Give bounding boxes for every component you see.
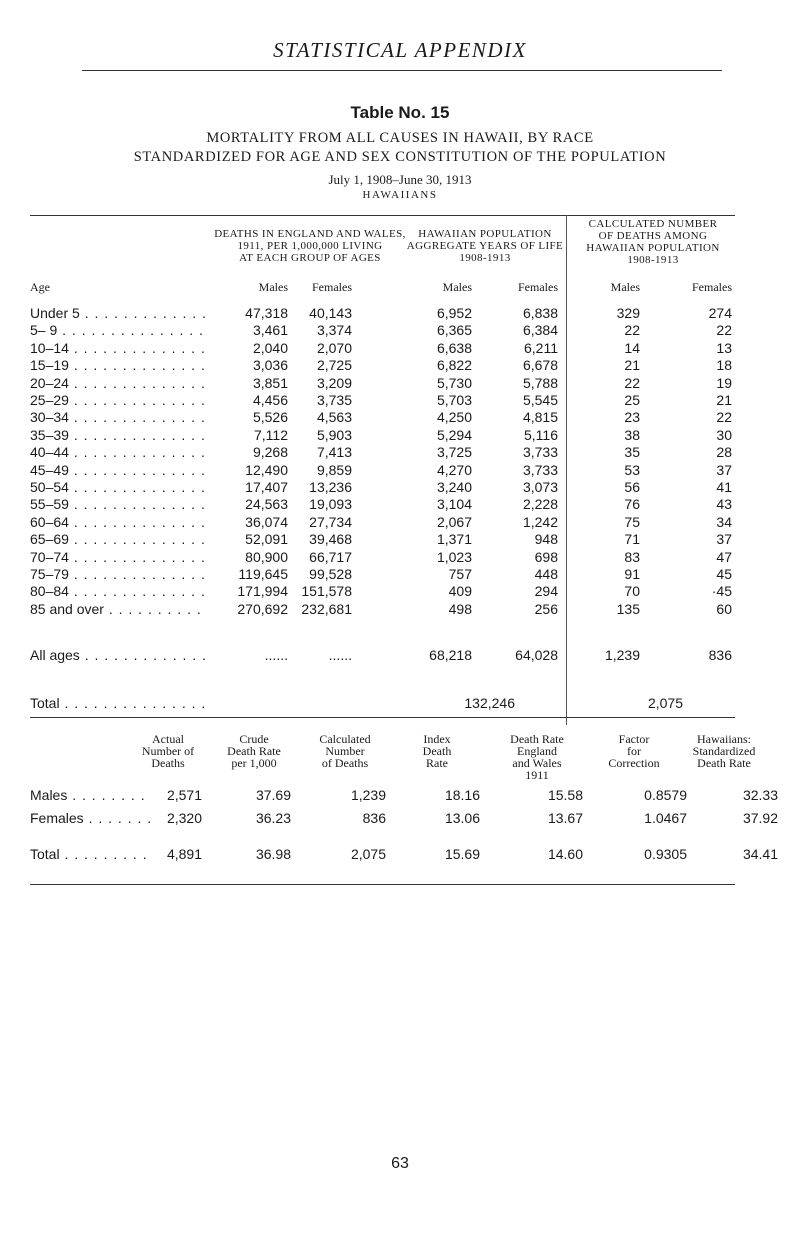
summary-header-line: Factor: [618, 732, 650, 746]
summary-header: [492, 733, 582, 781]
summary-header-line: Crude: [239, 732, 269, 746]
summary-row-label: Males . . .: [30, 787, 150, 803]
cell-england-males: 80,900: [245, 548, 288, 565]
cell-england-males: 12,490: [245, 461, 288, 478]
cell-calculated-females: 37: [716, 461, 732, 478]
cell-hawaiian-males: 5,703: [436, 392, 472, 408]
cell-england-males: 52,091: [245, 531, 288, 548]
age-label: 50–54 . . .: [30, 479, 205, 495]
total-row: [0, 695, 800, 717]
summary-row-label: Total . . .: [30, 846, 150, 862]
cell-england-males: 36,074: [245, 513, 288, 530]
cell-calculated-females: 45: [716, 566, 732, 582]
cell-calculated-males: 25: [624, 392, 640, 408]
cell-hawaiian-males: 6,365: [436, 322, 472, 339]
cell-england-males: 3,851: [252, 374, 288, 391]
summary-cell: 18.16: [444, 787, 480, 803]
cell-calculated-females: 28: [716, 444, 732, 461]
cell-calculated-males: 75: [624, 513, 640, 530]
col-england-females: Females: [312, 280, 352, 294]
cell-calculated-females: 43: [716, 496, 732, 513]
cell-hawaiian-males: 3,725: [436, 444, 472, 461]
summary-header-line: Death Rate: [227, 744, 281, 758]
cell-hawaiian-females: 3,073: [522, 479, 558, 495]
cell-calculated-males: 23: [624, 409, 640, 426]
cell-hawaiian-females: 1,242: [522, 513, 558, 530]
cell-calculated-males: 53: [624, 461, 640, 478]
cell-hawaiian-females: 256: [534, 600, 558, 617]
header-calculated-line: CALCULATED NUMBER: [588, 218, 718, 230]
cell-england-males: 9,268: [252, 444, 288, 461]
cell-england-females: 3,209: [316, 374, 352, 391]
age-label: 85 and over . . .: [30, 601, 205, 617]
cell-hawaiian-females: 5,116: [524, 426, 558, 443]
cell-hawaiian-males: 1,371: [436, 531, 472, 548]
header-rule: [82, 70, 722, 71]
summary-header-line: Calculated: [319, 732, 371, 746]
header-calculated-line: HAWAIIAN POPULATION: [586, 242, 720, 254]
cell-hawaiian-males: 2,067: [436, 513, 472, 530]
cell-hawaiian-males: 3,104: [436, 496, 472, 513]
cell-england-females: 3,735: [316, 392, 352, 408]
summary-cell: 15.69: [444, 846, 480, 862]
age-label: 5– 9 . . .: [30, 322, 205, 338]
cell-england-females: 2,070: [316, 339, 352, 356]
summary-header: [402, 733, 472, 769]
cell-england-females: 2,725: [316, 357, 352, 374]
cell-hawaiian-females: 5,545: [522, 392, 558, 408]
cell-england-males: 171,994: [237, 583, 288, 600]
cell-hawaiian-males: 5,294: [436, 426, 472, 443]
cell-england-males: 7,112: [254, 426, 288, 443]
age-label: 40–44 . . .: [30, 444, 205, 460]
header-england-line: 1911, PER 1,000,000 LIVING: [237, 240, 383, 252]
cell-calculated-males: 22: [624, 374, 640, 391]
cell-calculated-females: 37: [716, 531, 732, 548]
summary-header: [300, 733, 390, 769]
cell-calculated-males: 14: [624, 339, 640, 356]
cell-england-females: 4,563: [316, 409, 352, 426]
summary-cell: 0.9305: [644, 846, 687, 862]
header-hawaiian-line: AGGREGATE YEARS OF LIFE: [406, 240, 564, 252]
cell-hawaiian-males: 6,952: [436, 305, 472, 321]
all-ages-england-females: ......: [328, 647, 352, 663]
all-ages-calculated-females: 836: [708, 647, 732, 663]
cell-england-males: 3,461: [252, 322, 288, 339]
cell-hawaiian-males: 757: [448, 566, 472, 582]
table-title-line2: STANDARDIZED FOR AGE AND SEX CONSTITUTION OF THE POPULATION: [133, 149, 667, 165]
cell-hawaiian-females: 6,211: [524, 339, 558, 356]
header-calculated-deaths: [568, 218, 738, 266]
summary-header-line: Rate: [426, 756, 448, 770]
header-calculated-line: OF DEATHS AMONG: [598, 230, 708, 242]
header-hawaiian-population: [400, 228, 570, 264]
summary-cell: 32.33: [742, 787, 778, 803]
cell-england-females: 151,578: [301, 583, 352, 600]
col-calculated-males: Males: [610, 280, 640, 294]
cell-hawaiian-females: 2,228: [522, 496, 558, 513]
cell-hawaiian-females: 6,384: [522, 322, 558, 339]
summary-cell: 37.69: [255, 787, 291, 803]
table-number: Table No. 15: [350, 103, 450, 122]
cell-england-males: 47,318: [245, 305, 288, 321]
total-hawaiian: 132,246: [464, 695, 515, 711]
summary-cell: 15.58: [547, 787, 583, 803]
cell-england-females: 27,734: [309, 513, 352, 530]
summary-cell: 37.92: [742, 810, 778, 826]
cell-calculated-males: 21: [624, 357, 640, 374]
total-calculated: 2,075: [647, 695, 683, 711]
summary-cell: 2,571: [166, 787, 202, 803]
summary-cell: 34.41: [742, 846, 778, 862]
col-age: Age: [30, 280, 50, 294]
cell-calculated-males: 135: [616, 600, 640, 617]
summary-header-line: England: [517, 744, 557, 758]
cell-hawaiian-females: 3,733: [522, 444, 558, 461]
cell-hawaiian-females: 948: [534, 531, 558, 548]
cell-calculated-males: 91: [624, 566, 640, 582]
col-hawaiian-females: Females: [518, 280, 558, 294]
summary-row: [0, 787, 800, 809]
age-label: 65–69 . . .: [30, 531, 205, 547]
all-ages-england-males: ......: [264, 647, 288, 663]
cell-calculated-males: 35: [624, 444, 640, 461]
summary-cell: 36.23: [255, 810, 291, 826]
cell-calculated-males: 83: [624, 548, 640, 565]
cell-calculated-females: 22: [716, 409, 732, 426]
age-label: 10–14 . . .: [30, 340, 205, 356]
summary-header-line: Standardized: [692, 744, 756, 758]
cell-calculated-females: 60: [716, 600, 732, 617]
cell-hawaiian-males: 6,822: [436, 357, 472, 374]
cell-hawaiian-females: 698: [534, 548, 558, 565]
age-label: 25–29 . . .: [30, 392, 205, 408]
summary-header-line: per 1,000: [231, 756, 277, 770]
cell-england-females: 232,681: [301, 600, 352, 617]
summary-cell: 1.0467: [644, 810, 687, 826]
header-england-line: DEATHS IN ENGLAND AND WALES,: [214, 228, 406, 240]
age-label: 80–84 . . .: [30, 583, 205, 599]
summary-header-line: Deaths: [151, 756, 185, 770]
cell-england-males: 17,407: [245, 479, 288, 495]
col-england-males: Males: [258, 280, 288, 294]
cell-hawaiian-males: 3,240: [436, 479, 472, 495]
cell-hawaiian-males: 6,638: [436, 339, 472, 356]
age-label: 55–59 . . .: [30, 496, 205, 512]
summary-header-line: Hawaiians:: [697, 732, 751, 746]
cell-calculated-females: 18: [716, 357, 732, 374]
summary-header: [594, 733, 674, 769]
summary-cell: 836: [362, 810, 386, 826]
cell-hawaiian-females: 5,788: [522, 374, 558, 391]
header-england-line: AT EACH GROUP OF AGES: [239, 252, 381, 264]
cell-england-males: 119,645: [238, 566, 288, 582]
all-ages-label: All ages . . .: [30, 647, 205, 663]
table-row: [0, 601, 800, 623]
age-label: 20–24 . . .: [30, 375, 205, 391]
cell-calculated-males: 22: [624, 322, 640, 339]
table-period: July 1, 1908–June 30, 1913: [328, 172, 472, 187]
summary-cell: 13.06: [444, 810, 480, 826]
summary-header: [214, 733, 294, 769]
col-calculated-females: Females: [692, 280, 732, 294]
all-ages-row: [0, 647, 800, 669]
total-label: Total . . .: [30, 695, 205, 711]
col-hawaiian-males: Males: [442, 280, 472, 294]
summary-header-line: Death Rate: [510, 732, 564, 746]
summary-cell: 2,075: [350, 846, 386, 862]
cell-hawaiian-males: 1,023: [436, 548, 472, 565]
cell-hawaiian-females: 6,678: [522, 357, 558, 374]
cell-england-females: 3,374: [316, 322, 352, 339]
running-head: STATISTICAL APPENDIX: [273, 38, 527, 62]
all-ages-calculated-males: 1,239: [604, 647, 640, 663]
all-ages-hawaiian-females: 64,028: [515, 647, 558, 663]
summary-row: [0, 810, 800, 832]
cell-hawaiian-males: 409: [448, 583, 472, 600]
table-top-rule: [30, 215, 735, 216]
age-label: 45–49 . . .: [30, 462, 205, 478]
age-label: 70–74 . . .: [30, 549, 205, 565]
cell-calculated-females: 21: [716, 392, 732, 408]
cell-hawaiian-females: 6,838: [522, 305, 558, 321]
summary-header-line: Number: [325, 744, 365, 758]
summary-header-line: of Deaths: [321, 756, 369, 770]
cell-calculated-females: 22: [716, 322, 732, 339]
page-number: 63: [391, 1155, 409, 1172]
table-mid-rule: [30, 717, 735, 718]
cell-england-males: 2,040: [252, 339, 288, 356]
header-hawaiian-line: HAWAIIAN POPULATION: [418, 228, 552, 240]
summary-header-line: and Wales: [512, 756, 562, 770]
summary-header-line: Correction: [608, 756, 660, 770]
summary-row: [0, 846, 800, 868]
all-ages-hawaiian-males: 68,218: [429, 647, 472, 663]
summary-header: [678, 733, 770, 769]
summary-header-line: Number of: [141, 744, 195, 758]
summary-header-line: for: [627, 744, 641, 758]
cell-england-males: 3,036: [252, 357, 288, 374]
age-label: 35–39 . . .: [30, 427, 205, 443]
summary-cell: 1,239: [350, 787, 386, 803]
header-calculated-line: 1908-1913: [627, 254, 679, 266]
cell-calculated-males: 70: [624, 583, 640, 600]
cell-hawaiian-females: 3,733: [522, 461, 558, 478]
summary-header-line: Death: [422, 744, 452, 758]
summary-cell: 13.67: [547, 810, 583, 826]
cell-calculated-males: 38: [624, 426, 640, 443]
table-race: HAWAIIANS: [362, 189, 438, 201]
cell-calculated-males: 76: [624, 496, 640, 513]
cell-england-females: 7,413: [316, 444, 352, 461]
header-england-wales: [200, 228, 420, 264]
table-title-line1: MORTALITY FROM ALL CAUSES IN HAWAII, BY RACE: [206, 130, 594, 146]
cell-calculated-females: 30: [716, 426, 732, 443]
cell-england-females: 66,717: [309, 548, 352, 565]
cell-england-males: 270,692: [237, 600, 288, 617]
cell-calculated-females: 34: [716, 513, 732, 530]
summary-header-line: 1911: [525, 768, 549, 782]
summary-header-line: Death Rate: [697, 756, 751, 770]
cell-england-males: 4,456: [252, 392, 288, 408]
summary-cell: 2,320: [166, 810, 202, 826]
cell-hawaiian-males: 498: [448, 600, 472, 617]
cell-england-females: 9,859: [316, 461, 352, 478]
cell-england-males: 5,526: [252, 409, 288, 426]
cell-calculated-females: 47: [716, 548, 732, 565]
header-hawaiian-line: 1908-1913: [459, 252, 511, 264]
cell-hawaiian-males: 4,250: [436, 409, 472, 426]
cell-calculated-females: 19: [716, 374, 732, 391]
cell-calculated-males: 56: [624, 479, 640, 495]
summary-cell: 36.98: [255, 846, 291, 862]
cell-calculated-males: 329: [616, 305, 640, 321]
cell-england-females: 40,143: [309, 305, 352, 321]
summary-header-line: Actual: [152, 732, 184, 746]
cell-calculated-females: 274: [708, 305, 732, 321]
summary-cell: 14.60: [547, 846, 583, 862]
summary-cell: 0.8579: [644, 787, 687, 803]
cell-england-males: 24,563: [245, 496, 288, 513]
age-label: 75–79 . . .: [30, 566, 205, 582]
cell-calculated-females: 41: [716, 479, 732, 495]
cell-england-females: 39,468: [309, 531, 352, 548]
summary-header-line: Index: [423, 732, 451, 746]
cell-england-females: 13,236: [309, 479, 352, 495]
cell-calculated-females: ·45: [711, 583, 732, 600]
cell-hawaiian-females: 294: [534, 583, 558, 600]
summary-header: [128, 733, 208, 769]
age-label: Under 5 . . .: [30, 305, 205, 321]
cell-hawaiian-males: 4,270: [436, 461, 472, 478]
age-label: 15–19 . . .: [30, 357, 205, 373]
age-label: 60–64 . . .: [30, 514, 205, 530]
cell-hawaiian-males: 5,730: [436, 374, 472, 391]
cell-england-females: 5,903: [316, 426, 352, 443]
age-label: 30–34 . . .: [30, 409, 205, 425]
table-bottom-rule: [30, 884, 735, 885]
cell-calculated-females: 13: [716, 339, 732, 356]
cell-hawaiian-females: 448: [534, 566, 558, 582]
cell-calculated-males: 71: [624, 531, 640, 548]
summary-cell: 4,891: [166, 846, 202, 862]
summary-row-label: Females . . .: [30, 810, 150, 826]
cell-hawaiian-females: 4,815: [522, 409, 558, 426]
cell-england-females: 19,093: [309, 496, 352, 513]
cell-england-females: 99,528: [309, 566, 352, 582]
